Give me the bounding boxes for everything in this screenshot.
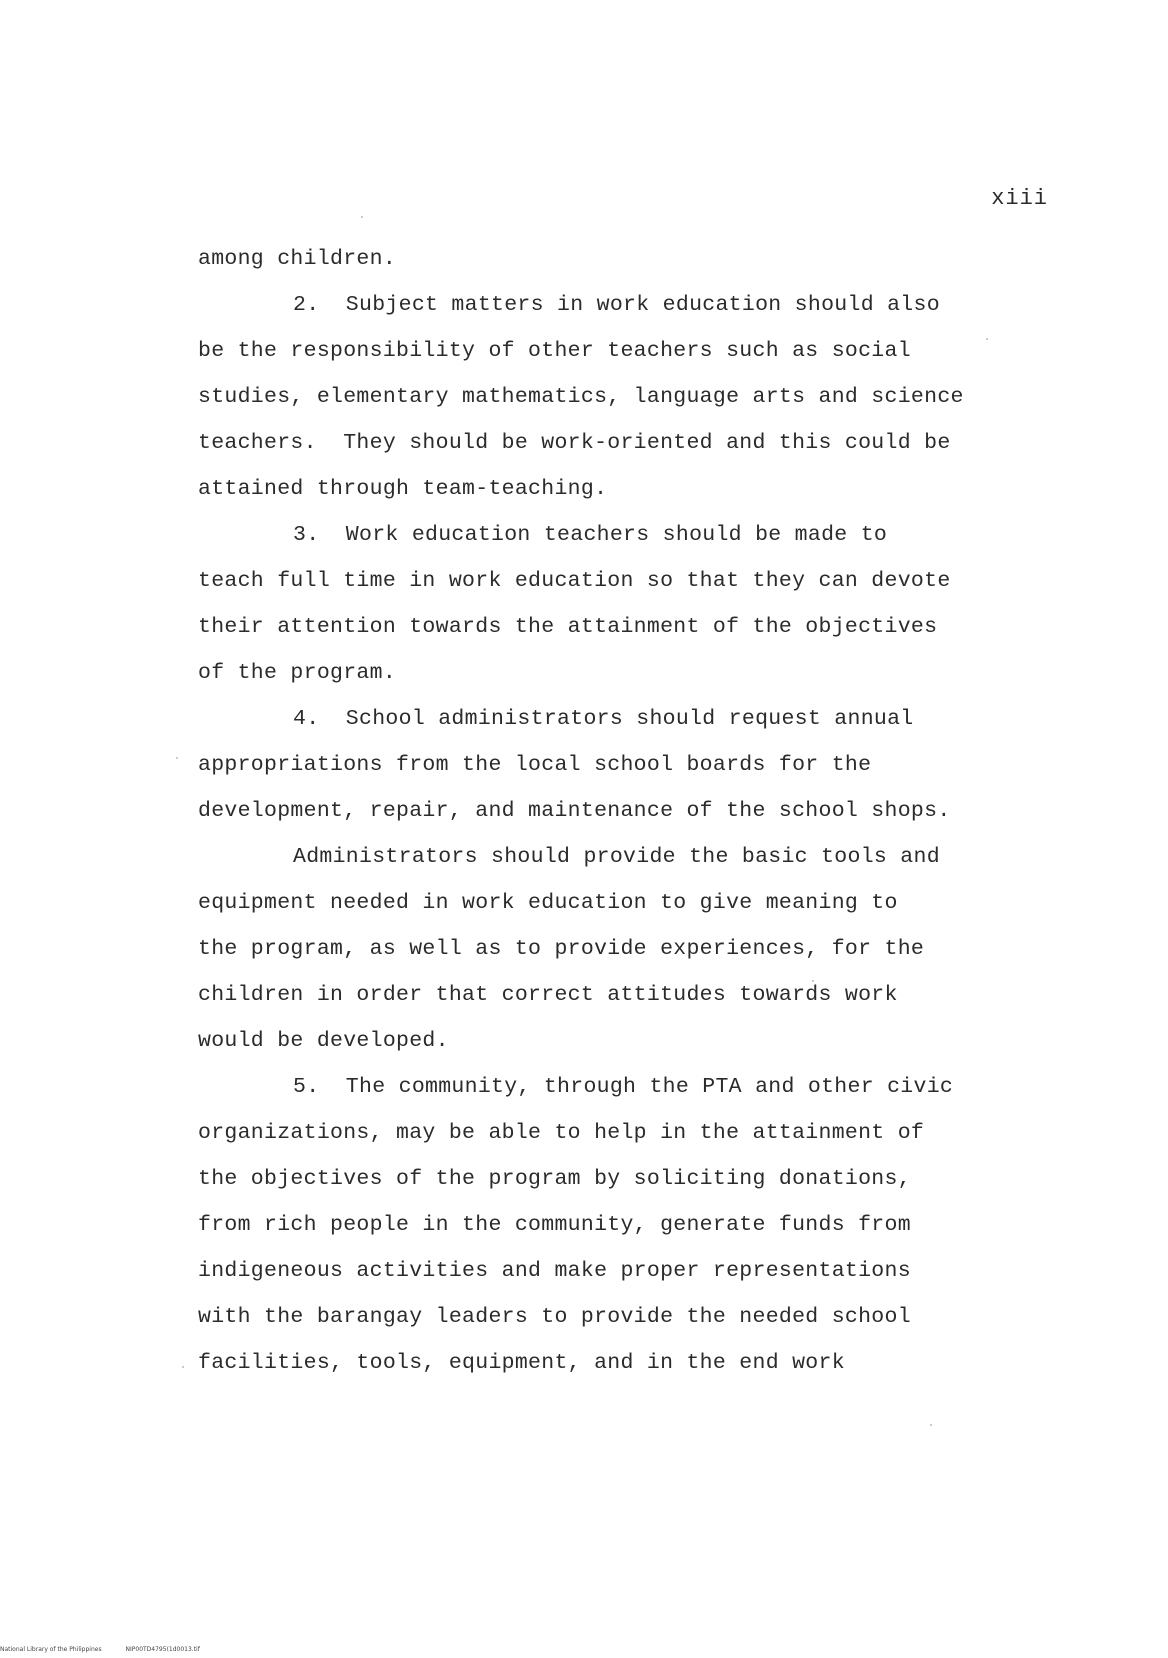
text-line: indigeneous activities and make proper representations — [198, 1259, 911, 1283]
text-line: Administrators should provide the basic tools and — [293, 845, 940, 869]
text-line: attained through team-teaching. — [198, 477, 608, 501]
text-line: with the barangay leaders to provide the needed school — [198, 1305, 911, 1329]
text-line: equipment needed in work education to give meaning to — [198, 891, 898, 915]
text-line: 5. The community, through the PTA and other civic — [293, 1075, 954, 1099]
text-line: the objectives of the program by soliciting donations, — [198, 1167, 911, 1191]
scan-speck — [176, 757, 178, 759]
text-line: appropriations from the local school boards for the — [198, 753, 872, 777]
scan-speck — [182, 1366, 184, 1368]
text-line: be the responsibility of other teachers such as social — [198, 339, 911, 363]
text-line: their attention towards the attainment of the objectives — [198, 615, 938, 639]
text-line: among children. — [198, 247, 397, 271]
text-line: teachers. They should be work-oriented and this could be — [198, 431, 951, 455]
scan-speck — [361, 216, 363, 218]
text-line: the program, as well as to provide experiences, for the — [198, 937, 925, 961]
text-line: of the program. — [198, 661, 397, 685]
scan-footer — [0, 1646, 222, 1653]
scan-speck — [986, 338, 988, 340]
page-number: xiii — [991, 186, 1048, 211]
text-line: 4. School administrators should request annual — [293, 707, 914, 731]
text-line: would be developed. — [198, 1029, 449, 1053]
scan-speck — [930, 1424, 932, 1426]
footer-file-id: NIP00TD4795(1d0013.tif — [125, 1646, 200, 1653]
text-line: teach full time in work education so that they can devote — [198, 569, 951, 593]
text-line: organizations, may be able to help in the attainment of — [198, 1121, 925, 1145]
footer-library: National Library of the Philippines — [0, 1646, 102, 1653]
text-line: children in order that correct attitudes towards work — [198, 983, 898, 1007]
text-line: 3. Work education teachers should be made to — [293, 523, 888, 547]
text-line: facilities, tools, equipment, and in the end work — [198, 1351, 845, 1375]
text-line: studies, elementary mathematics, language arts and science — [198, 385, 964, 409]
scan-speck — [812, 980, 814, 982]
text-line: from rich people in the community, generate funds from — [198, 1213, 911, 1237]
text-line: development, repair, and maintenance of the school shops. — [198, 799, 951, 823]
text-line: 2. Subject matters in work education should also — [293, 293, 940, 317]
body-text — [198, 236, 1058, 1386]
